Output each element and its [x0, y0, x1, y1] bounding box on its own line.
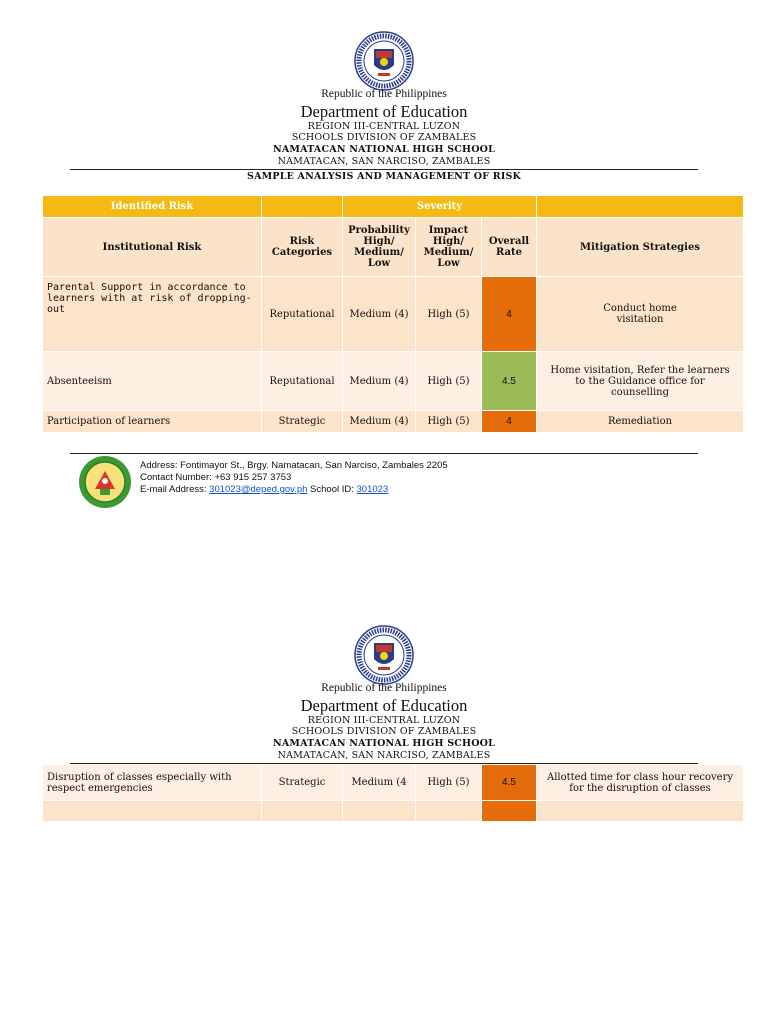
school-id-label: School ID: — [307, 484, 357, 495]
deped-seal-icon — [354, 31, 414, 91]
group-blank-2 — [537, 196, 744, 218]
email-label: E-mail Address: — [140, 484, 210, 495]
mitigation-cell — [537, 801, 744, 822]
risk-table-continued — [43, 765, 744, 822]
school-name: NAMATACAN NATIONAL HIGH SCHOOL — [272, 144, 496, 155]
overall-rate-cell: 4 — [482, 411, 537, 433]
email-link[interactable]: 301023@deped.gov.ph — [209, 484, 308, 495]
division-text: SCHOOLS DIVISION OF ZAMBALES — [291, 132, 477, 143]
group-blank — [262, 196, 343, 218]
probability-cell: Medium (4 — [343, 765, 416, 801]
impact-cell: High (5) — [416, 765, 482, 801]
risk-cell: Absenteeism — [43, 352, 262, 411]
table-row — [43, 801, 744, 822]
school-location: NAMATACAN, SAN NARCISO, ZAMBALES — [277, 750, 491, 761]
republic-text: Republic of the Philippines — [321, 88, 447, 100]
col-impact: Impact High/ Medium/ Low — [416, 218, 482, 277]
deped-seal-icon — [354, 625, 414, 685]
school-location: NAMATACAN, SAN NARCISO, ZAMBALES — [277, 156, 491, 167]
republic-text: Republic of the Philippines — [321, 682, 447, 694]
risk-cell: Participation of learners — [43, 411, 262, 433]
footer-email-line — [140, 484, 448, 496]
school-logo-icon — [78, 455, 132, 509]
mitigation-cell: Conduct home visitation — [537, 277, 744, 352]
footer-divider — [70, 453, 698, 454]
header-divider — [70, 169, 698, 170]
category-cell: Reputational — [262, 277, 343, 352]
table-row — [43, 277, 744, 352]
risk-cell: Disruption of classes especially with respect emergencies — [43, 765, 262, 801]
school-name: NAMATACAN NATIONAL HIGH SCHOOL — [272, 738, 496, 749]
footer-address: Address: Fontimayor St., Brgy. Namatacan, San Narciso, Zambales 2205 — [140, 460, 448, 471]
mitigation-cell: Home visitation, Refer the learners to the Guidance office for counselling — [537, 352, 744, 411]
category-cell: Reputational — [262, 352, 343, 411]
risk-cell — [43, 801, 262, 822]
table-row — [43, 352, 744, 411]
impact-cell — [416, 801, 482, 822]
probability-cell: Medium (4) — [343, 352, 416, 411]
overall-rate-cell: 4.5 — [482, 352, 537, 411]
table-row — [43, 411, 744, 433]
department-title: Department of Education — [300, 102, 468, 121]
impact-cell: High (5) — [416, 352, 482, 411]
footer-contact — [140, 460, 448, 496]
mitigation-cell: Allotted time for class hour recovery for the disruption of classes — [537, 765, 744, 801]
footer-contact-number: Contact Number: +63 915 257 3753 — [140, 472, 292, 483]
impact-cell: High (5) — [416, 411, 482, 433]
school-id-link[interactable]: 301023 — [356, 484, 389, 495]
department-title: Department of Education — [300, 696, 468, 715]
col-mitigation: Mitigation Strategies — [537, 218, 744, 277]
region-text: REGION III-CENTRAL LUZON — [307, 121, 461, 132]
risk-cell: Parental Support in accordance to learners with at risk of dropping-out — [43, 277, 262, 352]
category-cell: Strategic — [262, 411, 343, 433]
overall-rate-cell: 4 — [482, 277, 537, 352]
col-probability: Probability High/ Medium/ Low — [343, 218, 416, 277]
region-text: REGION III-CENTRAL LUZON — [307, 715, 461, 726]
col-institutional-risk: Institutional Risk — [43, 218, 262, 277]
probability-cell: Medium (4) — [343, 277, 416, 352]
probability-cell — [343, 801, 416, 822]
category-cell: Strategic — [262, 765, 343, 801]
division-text: SCHOOLS DIVISION OF ZAMBALES — [291, 726, 477, 737]
mitigation-cell: Remediation — [537, 411, 744, 433]
col-risk-categories: Risk Categories — [262, 218, 343, 277]
probability-cell: Medium (4) — [343, 411, 416, 433]
document-title: SAMPLE ANALYSIS AND MANAGEMENT OF RISK — [247, 171, 521, 182]
group-identified-risk: Identified Risk — [43, 196, 262, 218]
group-severity: Severity — [343, 196, 537, 218]
table-row — [43, 765, 744, 801]
category-cell — [262, 801, 343, 822]
risk-table — [43, 196, 744, 433]
overall-rate-cell: 4.5 — [482, 765, 537, 801]
impact-cell: High (5) — [416, 277, 482, 352]
col-overall-rate: Overall Rate — [482, 218, 537, 277]
header-divider — [70, 763, 698, 764]
overall-rate-cell — [482, 801, 537, 822]
